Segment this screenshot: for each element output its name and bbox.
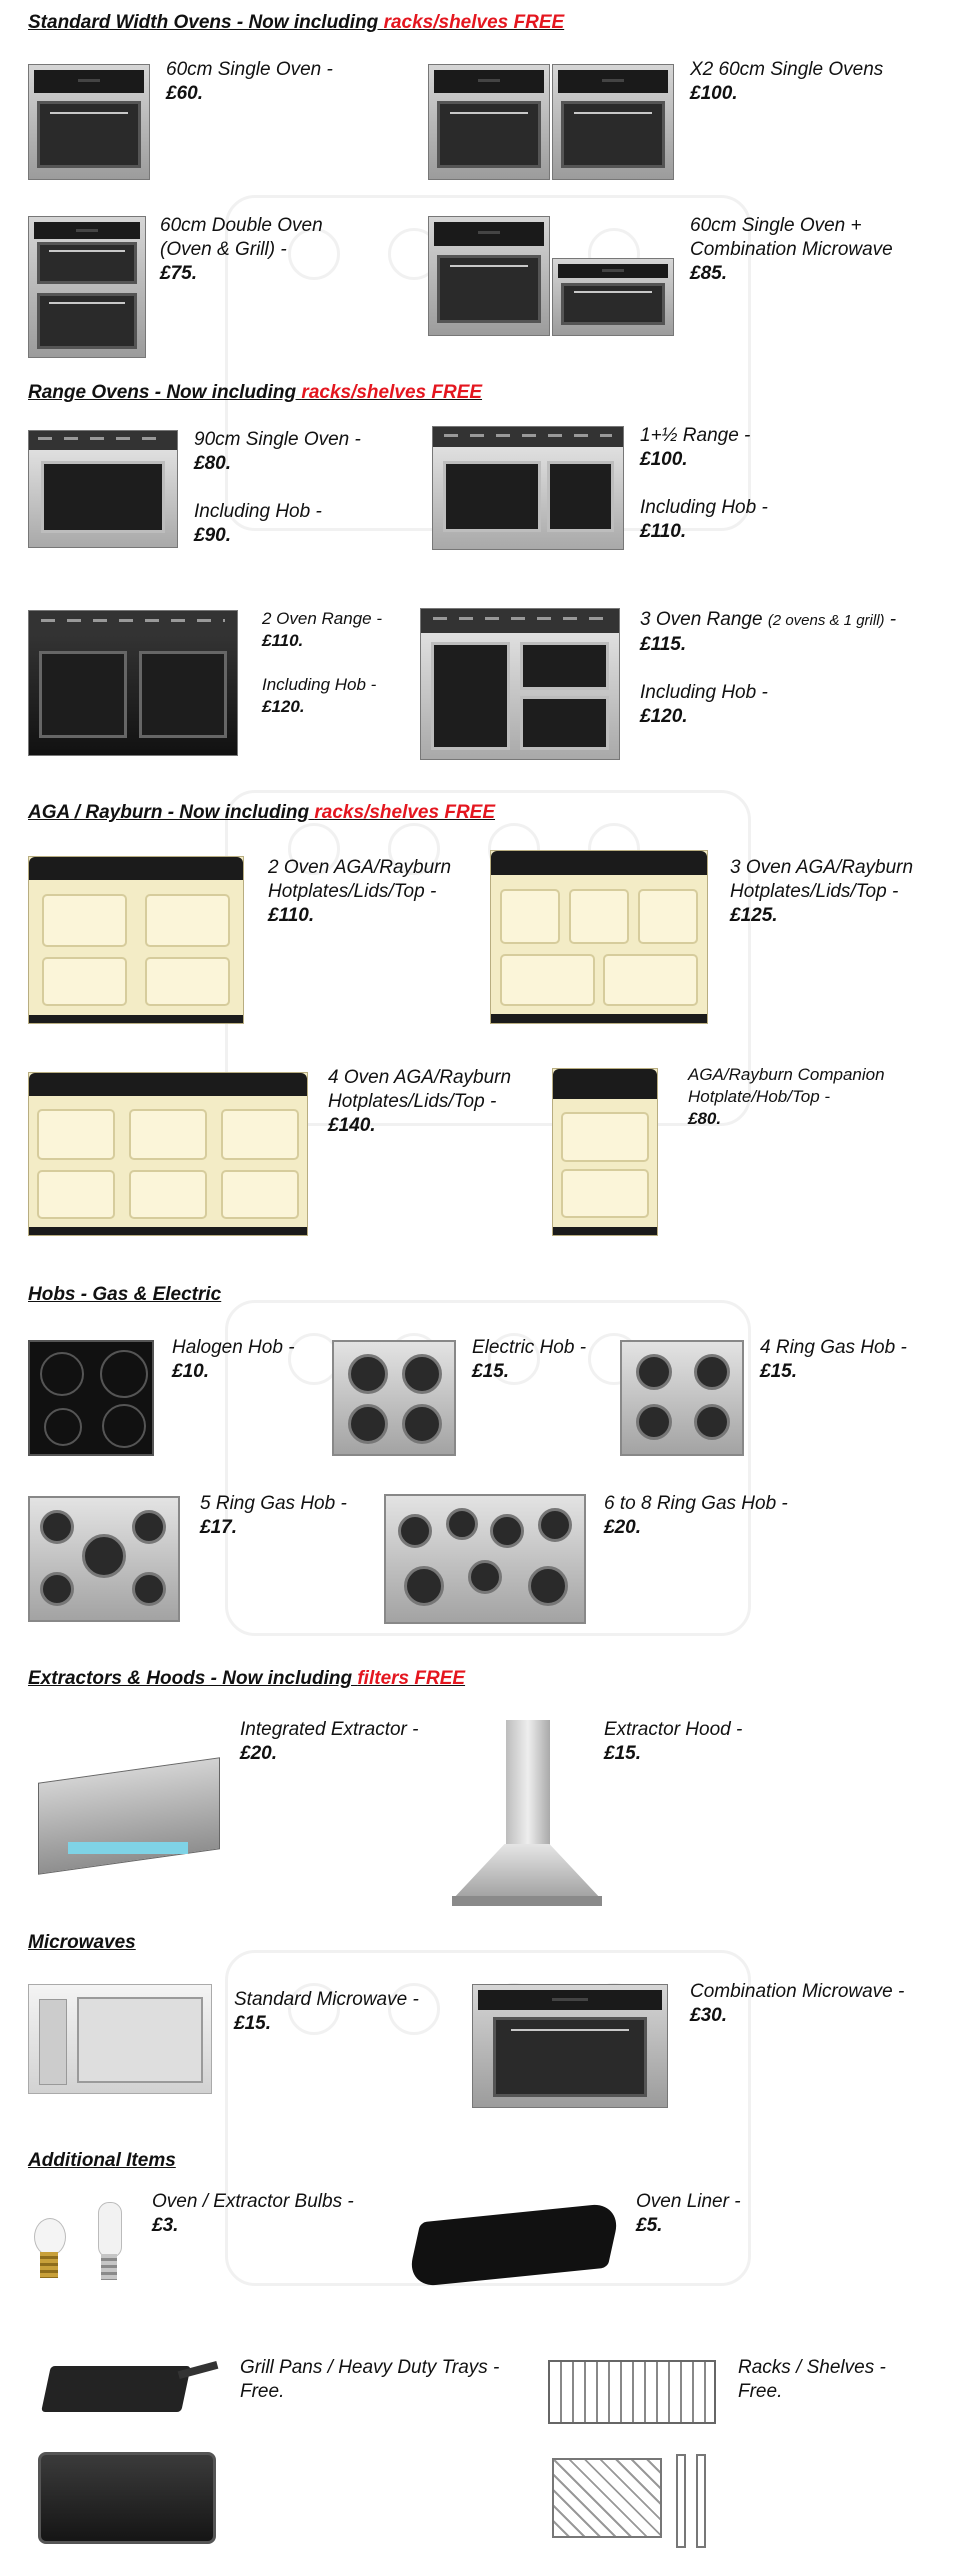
range-2-oven-image bbox=[28, 610, 238, 756]
section-heading-standard-ovens: Standard Width Ovens - Now including racks/shelves FREE bbox=[28, 12, 565, 33]
extractor-hood-image bbox=[432, 1720, 622, 1914]
section-heading-range-ovens: Range Ovens - Now including racks/shelves FREE bbox=[28, 382, 483, 403]
electric-hob-image bbox=[332, 1340, 456, 1456]
range-90cm-image bbox=[28, 430, 178, 548]
combination-microwave-image bbox=[472, 1984, 668, 2108]
item-1-half-range: 1+½ Range - £100. Including Hob - £110. bbox=[640, 425, 768, 542]
6-to-8-ring-gas-hob-image bbox=[384, 1494, 586, 1624]
section-heading-microwaves: Microwaves bbox=[28, 1932, 136, 1953]
section-heading-additional-items: Additional Items bbox=[28, 2150, 176, 2171]
item-halogen-hob: Halogen Hob - £10. bbox=[172, 1337, 295, 1382]
item-2-oven-aga: 2 Oven AGA/Rayburn Hotplates/Lids/Top - £110. bbox=[268, 857, 452, 926]
item-grill-pans-trays: Grill Pans / Heavy Duty Trays - Free. bbox=[240, 2357, 500, 2402]
item-integrated-extractor: Integrated Extractor - £20. bbox=[240, 1719, 419, 1764]
x2-single-oven-image-right bbox=[552, 64, 674, 180]
aga-2-oven-image bbox=[28, 856, 244, 1024]
item-5-ring-gas-hob: 5 Ring Gas Hob - £17. bbox=[200, 1493, 347, 1538]
item-double-oven: 60cm Double Oven (Oven & Grill) - £75. bbox=[160, 215, 323, 284]
item-3-oven-range: 3 Oven Range (2 ovens & 1 grill) - £115. Including Hob - £120. bbox=[640, 609, 897, 727]
range-1-half-image bbox=[432, 426, 624, 550]
bulbs-image bbox=[28, 2196, 138, 2296]
item-electric-hob: Electric Hob - £15. bbox=[472, 1337, 587, 1382]
single-oven-plus-micro-image-oven bbox=[428, 216, 550, 336]
aga-3-oven-image bbox=[490, 850, 708, 1024]
integrated-extractor-image bbox=[28, 1730, 220, 1872]
halogen-hob-image bbox=[28, 1340, 154, 1456]
racks-shelves-image bbox=[548, 2360, 720, 2550]
item-4-ring-gas-hob: 4 Ring Gas Hob - £15. bbox=[760, 1337, 907, 1382]
item-standard-microwave: Standard Microwave - £15. bbox=[234, 1989, 419, 2034]
single-oven-image bbox=[28, 64, 150, 180]
aga-4-oven-image bbox=[28, 1072, 308, 1236]
range-3-oven-image bbox=[420, 608, 620, 760]
4-ring-gas-hob-image bbox=[620, 1340, 744, 1456]
item-single-oven-combination-microwave: 60cm Single Oven + Combination Microwave £85. bbox=[690, 215, 893, 284]
item-2-oven-range: 2 Oven Range - £110. Including Hob - £120. bbox=[262, 609, 383, 716]
item-3-oven-aga: 3 Oven AGA/Rayburn Hotplates/Lids/Top - £125. bbox=[730, 857, 914, 926]
item-4-oven-aga: 4 Oven AGA/Rayburn Hotplates/Lids/Top - £140. bbox=[328, 1067, 512, 1136]
grill-pans-image bbox=[28, 2356, 218, 2556]
item-oven-liner: Oven Liner - £5. bbox=[636, 2191, 741, 2236]
5-ring-gas-hob-image bbox=[28, 1496, 180, 1622]
section-heading-hobs: Hobs - Gas & Electric bbox=[28, 1284, 222, 1305]
item-oven-extractor-bulbs: Oven / Extractor Bulbs - £3. bbox=[152, 2191, 354, 2236]
standard-microwave-image bbox=[28, 1984, 212, 2094]
section-heading-extractors: Extractors & Hoods - Now including filters FREE bbox=[28, 1668, 466, 1689]
oven-liner-image bbox=[408, 2196, 620, 2290]
item-6-to-8-ring-gas-hob: 6 to 8 Ring Gas Hob - £20. bbox=[604, 1493, 788, 1538]
item-racks-shelves: Racks / Shelves - Free. bbox=[738, 2357, 886, 2402]
section-heading-aga-rayburn: AGA / Rayburn - Now including racks/shelves FREE bbox=[28, 802, 496, 823]
item-90cm-single-oven: 90cm Single Oven - £80. Including Hob - £90. bbox=[194, 429, 361, 546]
item-combination-microwave: Combination Microwave - £30. bbox=[690, 1981, 905, 2026]
single-oven-plus-micro-image-micro bbox=[552, 258, 674, 336]
item-extractor-hood: Extractor Hood - £15. bbox=[604, 1719, 743, 1764]
aga-companion-image bbox=[552, 1068, 658, 1236]
item-x2-single-ovens: X2 60cm Single Ovens £100. bbox=[690, 59, 884, 104]
x2-single-oven-image-left bbox=[428, 64, 550, 180]
item-aga-companion: AGA/Rayburn Companion Hotplate/Hob/Top - £80. bbox=[688, 1065, 885, 1128]
double-oven-image bbox=[28, 216, 146, 358]
item-single-oven: 60cm Single Oven - £60. bbox=[166, 59, 333, 104]
